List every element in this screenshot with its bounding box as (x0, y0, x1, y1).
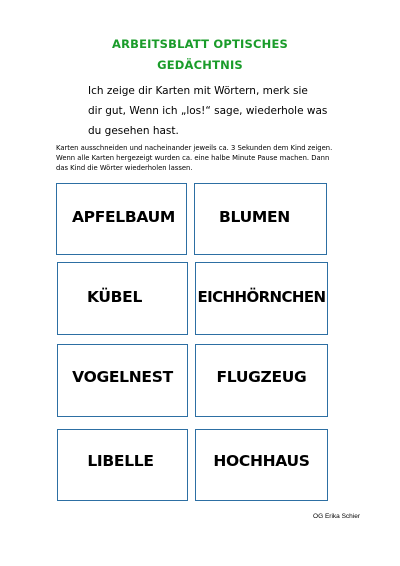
worksheet-title-line1: ARBEITSBLATT OPTISCHES (111, 37, 289, 51)
instruction-line: Wenn alle Karten hergezeigt wurden ca. eine halbe Minute Pause machen. Dann (56, 154, 330, 162)
word-card-label: KÜBEL (86, 287, 143, 306)
word-card-label: HOCHHAUS (213, 452, 310, 470)
intro-text-line: Ich zeige dir Karten mit Wörtern, merk sie (88, 85, 308, 97)
intro-text-line: dir gut, Wenn ich „los!“ sage, wiederhole was (88, 105, 328, 117)
word-card (195, 429, 328, 501)
word-card-label: BLUMEN (219, 208, 290, 226)
word-card (195, 262, 328, 335)
word-card-label: FLUGZEUG (216, 367, 307, 386)
word-card (195, 344, 328, 417)
word-card-label: EICHHÖRNCHEN (197, 287, 326, 306)
word-card (57, 344, 188, 417)
word-card (194, 183, 327, 255)
word-card (57, 429, 188, 501)
word-card-label: VOGELNEST (72, 367, 173, 386)
word-card (56, 183, 187, 255)
author-footer: OG Erika Schier (313, 513, 360, 520)
intro-text-line: du gesehen hast. (88, 125, 179, 137)
word-card-label: APFELBAUM (71, 208, 176, 226)
word-card (57, 262, 188, 335)
word-card-label: LIBELLE (87, 452, 154, 470)
instruction-line: das Kind die Wörter wiederholen lassen. (56, 164, 193, 172)
worksheet-title-line2: GEDÄCHTNIS (157, 58, 243, 72)
instruction-line: Karten ausschneiden und nacheinander jeweils ca. 3 Sekunden dem Kind zeigen. (56, 144, 333, 152)
